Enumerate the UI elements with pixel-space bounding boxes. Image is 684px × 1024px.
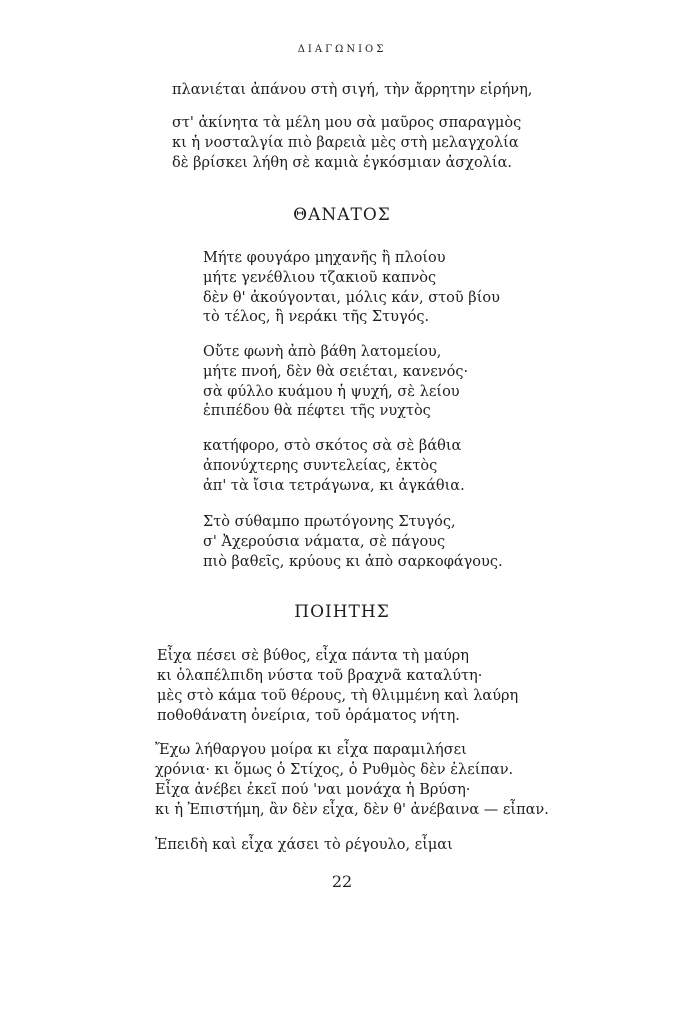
verse-line: σὰ φύλλο κυάμου ἡ ψυχή, σὲ λείου — [203, 384, 460, 400]
verse-line: τὸ τέλος, ἢ νεράκι τῆς Στυγός. — [203, 309, 430, 325]
verse-line: Εἶχα πέσει σὲ βύθος, εἶχα πάντα τὴ μαύρη — [157, 648, 469, 664]
verse-line: δὲν θ' ἀκούγονται, μόλις κάν, στοῦ βίου — [203, 290, 500, 306]
verse-line: Ἐπειδὴ καὶ εἶχα χάσει τὸ ρέγουλο, εἶμαι — [155, 837, 453, 853]
verse-line: Μήτε φουγάρο μηχανῆς ἢ πλοίου — [203, 250, 446, 266]
verse-line: δὲ βρίσκει λήθη σὲ καμιὰ ἐγκόσμιαν ἀσχολία. — [172, 155, 512, 171]
verse-line: κι ἡ νοσταλγία πιὸ βαρειὰ μὲς στὴ μελαγχολία — [172, 135, 519, 151]
verse-line: ποθοθάνατη ὀνείρια, τοῦ ὁράματος νήτη. — [157, 708, 460, 724]
verse-line: πιὸ βαθεῖς, κρύους κι ἀπὸ σαρκοφάγους. — [203, 554, 503, 570]
verse-line: κατήφορο, στὸ σκότος σὰ σὲ βάθια — [203, 438, 462, 454]
verse-line: κι ὁλαπέλπιδη νύστα τοῦ βραχνᾶ καταλύτη· — [157, 668, 483, 684]
verse-line: Εἶχα ἀνέβει ἐκεῖ πού 'ναι μονάχα ἡ Βρύση· — [155, 782, 471, 798]
verse-line: μήτε πνοή, δὲν θὰ σειέται, κανενός· — [203, 364, 469, 380]
verse-line: μήτε γενέθλιου τζακιοῦ καπνὸς — [203, 270, 437, 286]
verse-line: κι ἡ Ἐπιστήμη, ἂν δὲν εἶχα, δὲν θ' ἀνέβαινα — εἶπαν. — [155, 802, 549, 818]
page-number: 22 — [331, 872, 353, 891]
verse-line: πλανιέται ἀπάνου στὴ σιγή, τὴν ἄρρητην εἰρήνη, — [172, 82, 533, 98]
verse-line: στ' ἀκίνητα τὰ μέλη μου σὰ μαῦρος σπαραγμὸς — [172, 115, 522, 131]
verse-line: ἀπ' τὰ ἴσια τετράγωνα, κι ἀγκάθια. — [203, 478, 465, 494]
poem-title-thanatos: ΘΑΝΑΤΟΣ — [293, 205, 391, 225]
verse-line: ἀπονύχτερης συντελείας, ἐκτὸς — [203, 458, 438, 474]
poem-title-poiitis: ΠΟΙΗΤΗΣ — [294, 602, 390, 622]
verse-line: χρόνια· κι ὅμως ὁ Στίχος, ὁ Ρυθμὸς δὲν ἐλείπαν. — [155, 762, 514, 778]
verse-line: Στὸ σύθαμπο πρωτόγονης Στυγός, — [203, 514, 456, 530]
verse-line: Ἔχω λήθαργου μοίρα κι εἶχα παραμιλήσει — [155, 742, 467, 758]
verse-line: σ' Ἀχερούσια νάματα, σὲ πάγους — [203, 534, 446, 550]
running-header: ΔΙΑΓΩΝΙΟΣ — [297, 44, 387, 55]
verse-line: Οὔτε φωνὴ ἀπὸ βάθη λατομείου, — [203, 344, 442, 360]
verse-line: μὲς στὸ κάμα τοῦ θέρους, τὴ θλιμμένη καὶ λαύρη — [157, 688, 519, 704]
verse-line: ἐπιπέδου θὰ πέφτει τῆς νυχτὸς — [203, 403, 431, 419]
